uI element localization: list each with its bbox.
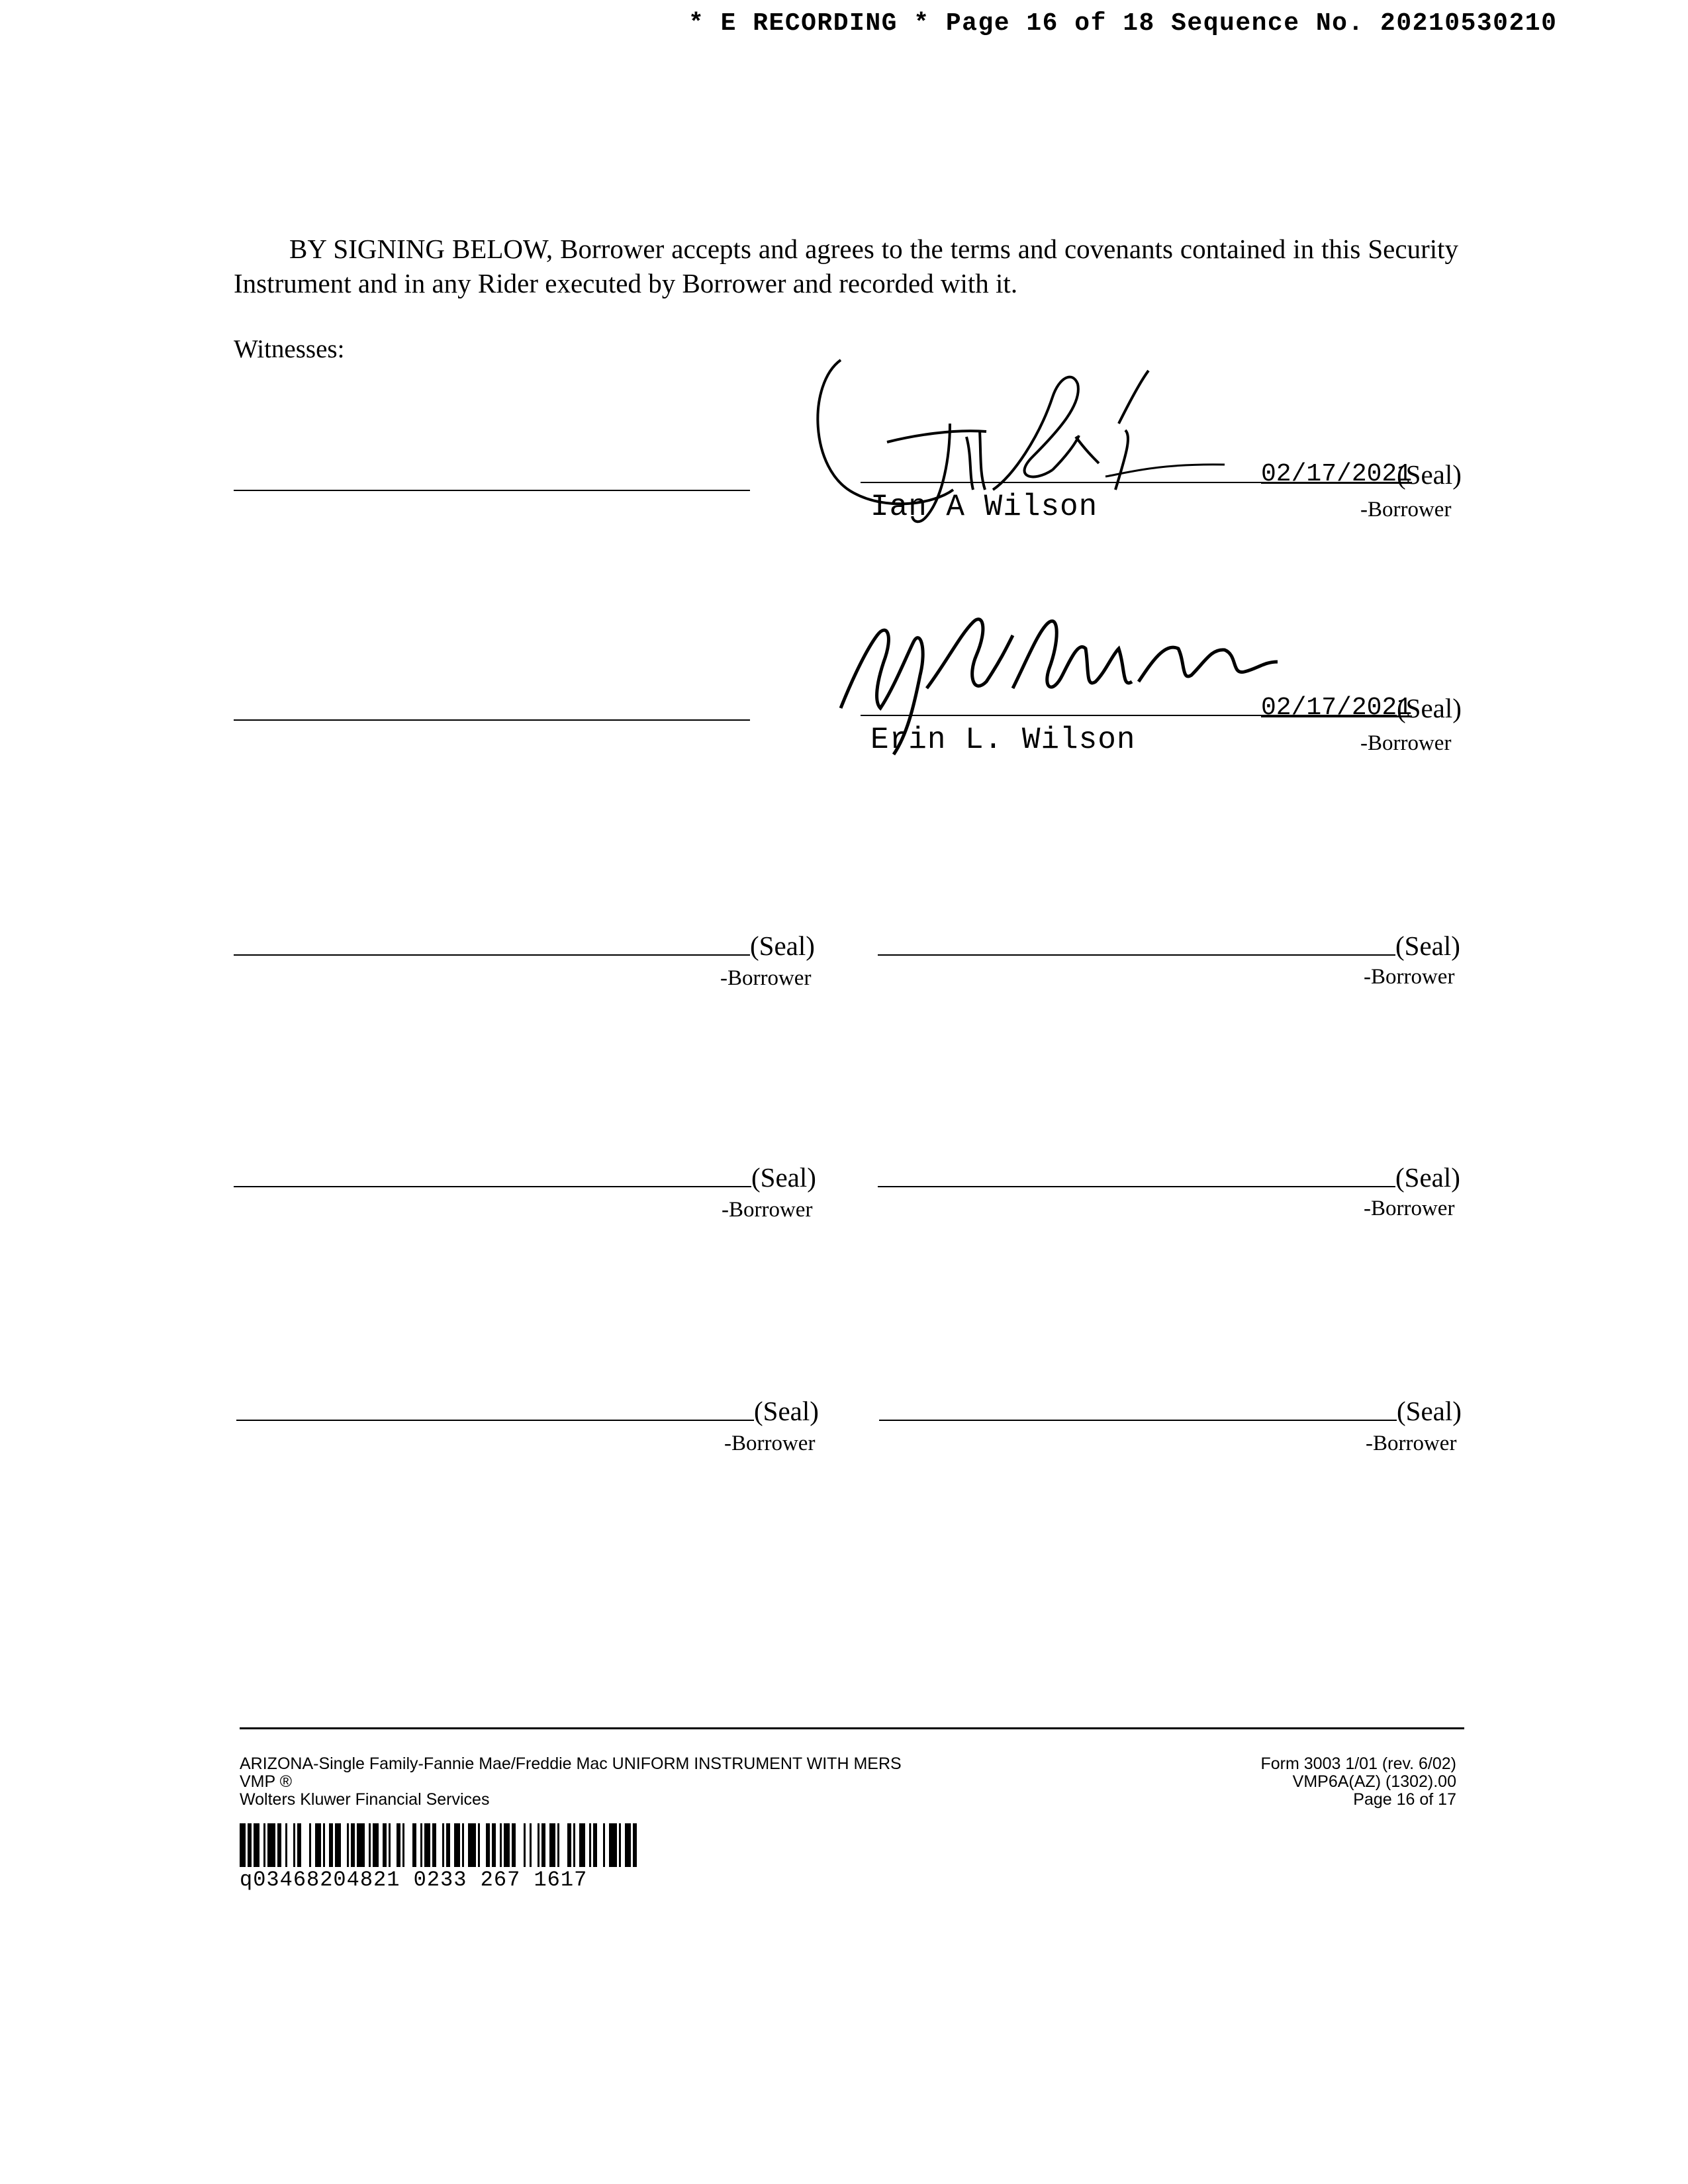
blank-signature-line — [234, 1186, 751, 1187]
seal-label: (Seal) — [1395, 1162, 1460, 1193]
blank-borrower-block-1 — [234, 923, 829, 996]
role-label-2: -Borrower — [1360, 731, 1452, 755]
barcode-text: q03468204821 0233 267 1617 — [240, 1868, 588, 1892]
seal-label: (Seal) — [754, 1396, 819, 1426]
role-label: -Borrower — [724, 1432, 816, 1455]
borrower-name-2: Erin L. Wilson — [870, 723, 1136, 757]
blank-borrower-block-3 — [234, 1155, 829, 1228]
witness-line-1 — [234, 490, 750, 491]
witnesses-label: Witnesses: — [234, 335, 345, 363]
role-label: -Borrower — [1364, 1197, 1455, 1220]
role-label: -Borrower — [722, 1198, 813, 1222]
signer-block-1 — [814, 397, 1463, 569]
barcode — [240, 1823, 723, 1868]
footer-page-number: Page 16 of 17 — [1353, 1790, 1456, 1809]
footer-vmp: VMP ® — [240, 1772, 293, 1791]
signature-date-1: 02/17/2021 — [1261, 460, 1413, 488]
seal-label: (Seal) — [1397, 1396, 1462, 1426]
footer-publisher: Wolters Kluwer Financial Services — [240, 1790, 490, 1809]
seal-label: (Seal) — [751, 1162, 816, 1193]
blank-signature-line — [234, 954, 750, 956]
footer-right — [1205, 1755, 1456, 1809]
seal-label: (Seal) — [750, 931, 815, 961]
blank-borrower-block-6 — [879, 1388, 1475, 1461]
role-label: -Borrower — [720, 966, 812, 990]
role-label-1: -Borrower — [1360, 498, 1452, 522]
blank-borrower-block-5 — [236, 1388, 832, 1461]
blank-borrower-block-2 — [878, 923, 1474, 996]
signer-block-2 — [814, 629, 1463, 801]
blank-signature-line — [236, 1420, 754, 1421]
blank-signature-line — [878, 954, 1395, 956]
blank-signature-line — [878, 1186, 1395, 1187]
borrower-name-1: Ian A Wilson — [870, 490, 1098, 524]
blank-borrower-block-4 — [878, 1155, 1474, 1228]
signing-statement — [234, 232, 1458, 300]
recording-header: * E RECORDING * Page 16 of 18 Sequence No. 20210530210 — [688, 9, 1558, 38]
seal-label-2: (Seal) — [1397, 693, 1462, 723]
seal-label: (Seal) — [1395, 931, 1460, 961]
blank-signature-line — [879, 1420, 1397, 1421]
seal-label-1: (Seal) — [1397, 459, 1462, 490]
role-label: -Borrower — [1366, 1432, 1457, 1455]
signature-ian — [814, 357, 1251, 556]
footer-form-code: VMP6A(AZ) (1302).00 — [1292, 1772, 1456, 1791]
footer-left — [240, 1755, 902, 1809]
signing-statement-text: BY SIGNING BELOW, Borrower accepts and agrees to the terms and covenants contained in this Security Instrument and in any Rider executed by Borrower and recorded with it. — [234, 234, 1458, 298]
footer-form-title: ARIZONA-Single Family-Fannie Mae/Freddie Mac UNIFORM INSTRUMENT WITH MERS — [240, 1754, 902, 1773]
signature-date-2: 02/17/2021 — [1261, 694, 1413, 722]
footer-rule — [240, 1727, 1464, 1729]
witness-line-2 — [234, 719, 750, 721]
footer-form-number: Form 3003 1/01 (rev. 6/02) — [1260, 1754, 1456, 1773]
role-label: -Borrower — [1364, 965, 1455, 989]
